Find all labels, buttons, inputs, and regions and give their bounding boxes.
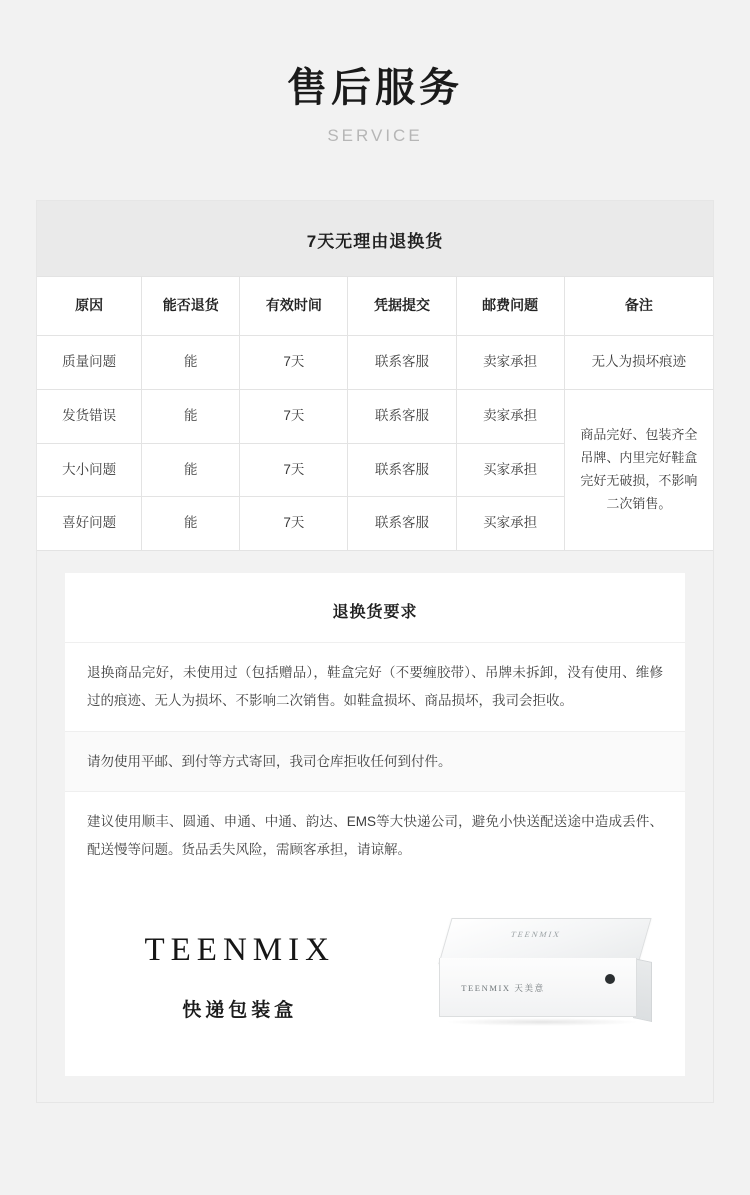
cell-shipping: 买家承担 xyxy=(456,497,564,551)
requirement-item: 请勿使用平邮、到付等方式寄回，我司仓库拒收任何到付件。 xyxy=(65,731,685,792)
cell-returnable: 能 xyxy=(142,389,240,443)
table-header-cell: 有效时间 xyxy=(240,277,348,336)
shoebox-shadow xyxy=(447,1018,637,1026)
service-card xyxy=(36,200,714,1103)
page-title: 售后服务 xyxy=(287,66,463,110)
packaging-image xyxy=(404,918,685,1036)
cell-reason: 喜好问题 xyxy=(37,497,142,551)
return-policy-table xyxy=(37,276,713,551)
table-header-row xyxy=(37,277,713,336)
shoebox-handle-hole xyxy=(605,974,615,984)
table-header-cell: 邮费问题 xyxy=(456,277,564,336)
table-row xyxy=(37,389,713,443)
cell-shipping: 买家承担 xyxy=(456,443,564,497)
cell-merged-note: 商品完好、包装齐全吊牌、内里完好鞋盒完好无破损，不影响二次销售。 xyxy=(564,389,713,551)
cell-proof: 联系客服 xyxy=(348,389,456,443)
cell-reason: 质量问题 xyxy=(37,335,142,389)
cell-reason: 大小问题 xyxy=(37,443,142,497)
requirement-item: 建议使用顺丰、圆通、申通、中通、韵达、EMS等大快递公司，避免小快送配送途中造成丢件、配送慢等问题。货品丢失风险，需顾客承担，请谅解。 xyxy=(65,791,685,879)
cell-returnable: 能 xyxy=(142,443,240,497)
cell-proof: 联系客服 xyxy=(348,497,456,551)
table-row xyxy=(37,335,713,389)
cell-reason: 发货错误 xyxy=(37,389,142,443)
shoebox-label-text: TEENMIX 天美意 xyxy=(461,982,545,993)
brand-text-group xyxy=(65,932,404,1022)
cell-shipping: 卖家承担 xyxy=(456,335,564,389)
cell-proof: 联系客服 xyxy=(348,335,456,389)
brand-packaging-block xyxy=(65,880,685,1076)
requirements-title: 退换货要求 xyxy=(332,604,418,622)
cell-returnable: 能 xyxy=(142,335,240,389)
shoebox-illustration xyxy=(437,918,652,1036)
cell-returnable: 能 xyxy=(142,497,240,551)
cell-valid-time: 7天 xyxy=(240,497,348,551)
table-header-cell: 备注 xyxy=(564,277,713,336)
brand-wordmark: TEENMIX xyxy=(144,931,335,968)
table-header-cell: 原因 xyxy=(37,277,142,336)
return-policy-banner: 7天无理由退换货 xyxy=(37,201,713,276)
cell-shipping: 卖家承担 xyxy=(456,389,564,443)
table-header-cell: 能否退货 xyxy=(142,277,240,336)
cell-valid-time: 7天 xyxy=(240,443,348,497)
cell-proof: 联系客服 xyxy=(348,443,456,497)
requirements-section xyxy=(37,551,713,1101)
page-header xyxy=(0,0,750,146)
cell-valid-time: 7天 xyxy=(240,335,348,389)
brand-caption: 快递包装盒 xyxy=(182,999,298,1021)
requirements-panel xyxy=(65,573,685,1075)
table-header-cell: 凭据提交 xyxy=(348,277,456,336)
cell-valid-time: 7天 xyxy=(240,389,348,443)
cell-note: 无人为损坏痕迹 xyxy=(564,335,713,389)
requirement-item: 退换商品完好，未使用过（包括赠品），鞋盒完好（不要缠胶带）、吊牌未拆卸，没有使用、维修过的痕迹、无人为损坏、不影响二次销售。如鞋盒损坏、商品损坏，我司会拒收。 xyxy=(65,642,685,730)
page-subtitle: SERVICE xyxy=(327,126,423,145)
shoebox-lid-text: TEENMIX xyxy=(509,929,563,939)
